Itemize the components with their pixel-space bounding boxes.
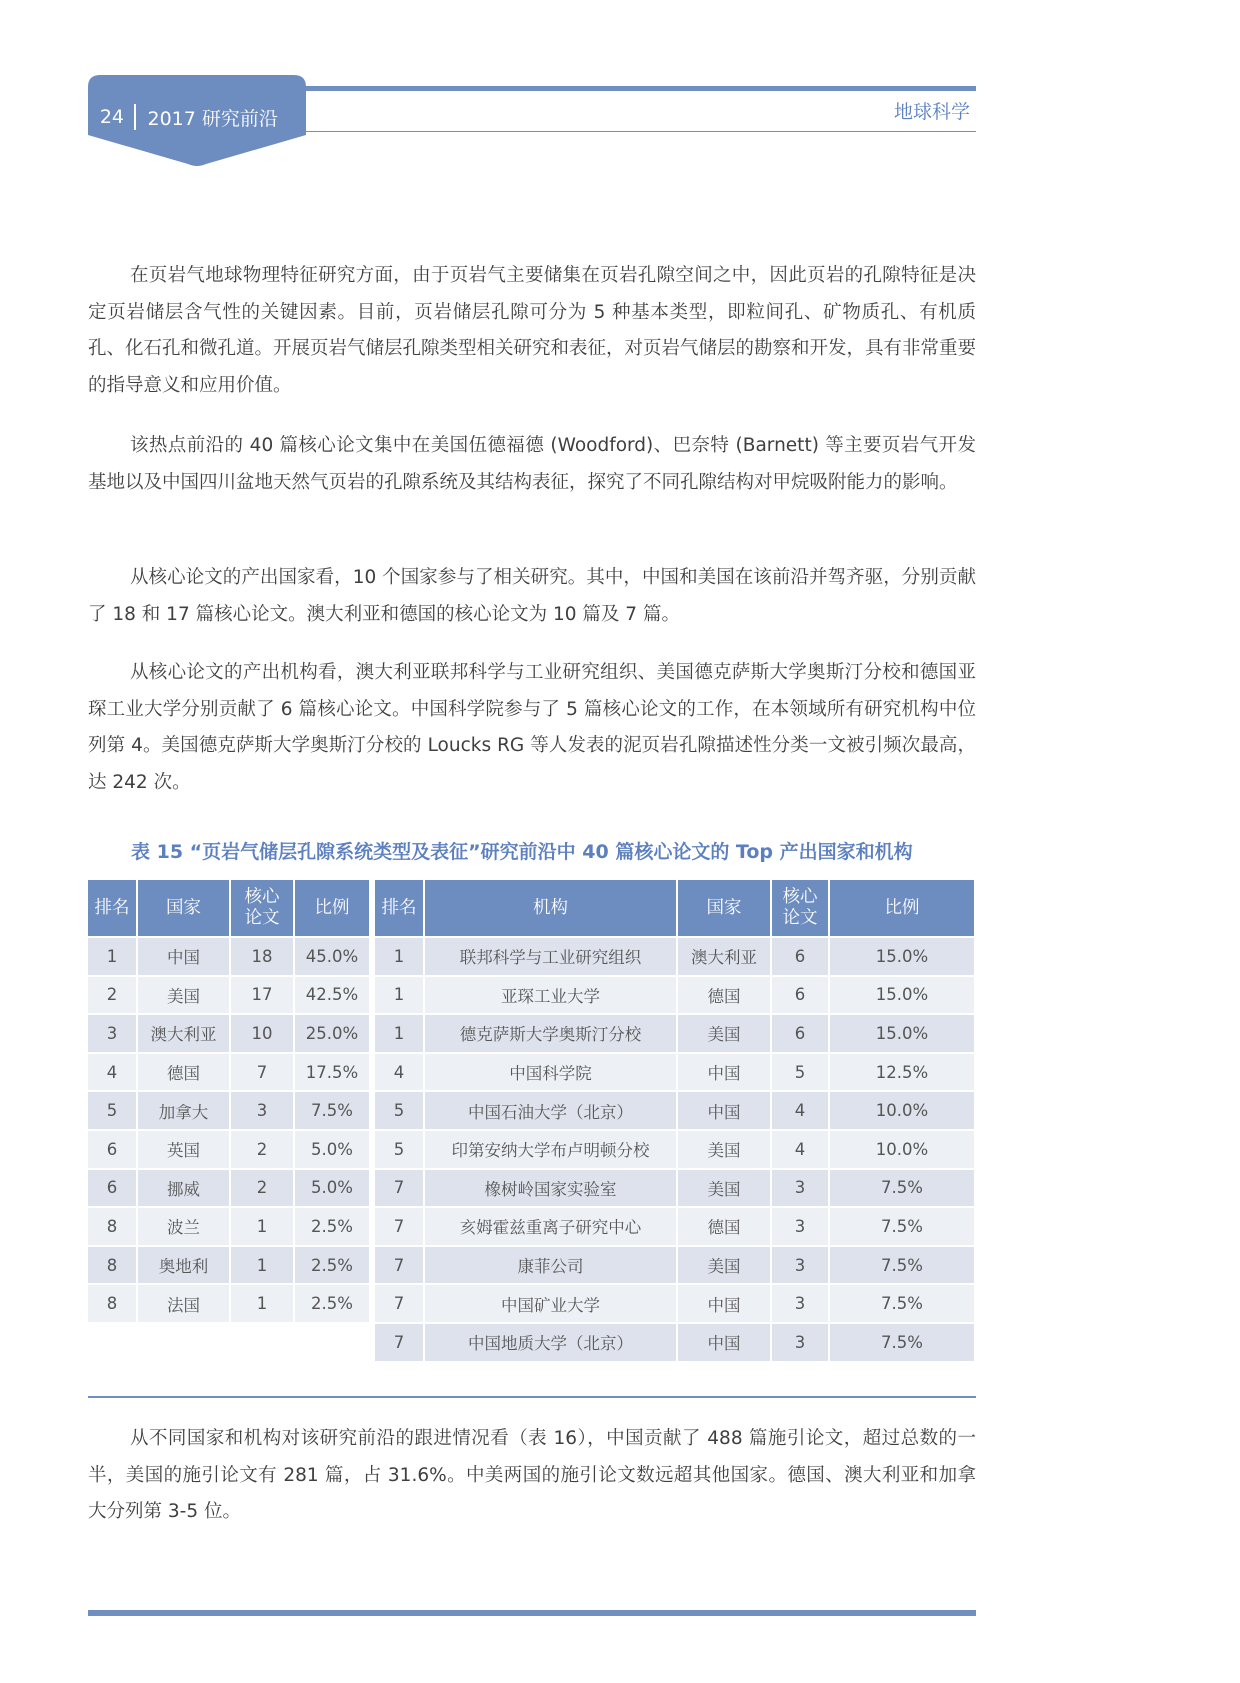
header-cell: 比例 (295, 880, 369, 936)
publication-title: 2017 研究前沿 (147, 107, 278, 130)
paragraph-5: 从不同国家和机构对该研究前沿的跟进情况看（表 16），中国贡献了 488 篇施引论文，超过总数的一半，美国的施引论文有 281 篇，占 31.6%。中美两国的施引论文数远超其他国家。德国、澳大利亚和加拿大分列第 3-5 位。 (88, 1428, 976, 1522)
table-cell: 15.0% (830, 1015, 974, 1052)
table-cell: 15.0% (830, 977, 974, 1014)
table-cell: 中国科学院 (425, 1054, 676, 1091)
table-cell: 波兰 (138, 1208, 229, 1245)
header-cell: 国家 (678, 880, 770, 936)
table-cell: 美国 (138, 977, 229, 1014)
table-cell: 1 (231, 1247, 293, 1284)
table-cell: 5.0% (295, 1170, 369, 1207)
table-cell: 17.5% (295, 1054, 369, 1091)
table-cell: 奥地利 (138, 1247, 229, 1284)
table-cell: 德国 (678, 977, 770, 1014)
table-cell: 3 (772, 1247, 828, 1284)
table-cell: 4 (772, 1131, 828, 1168)
table-cell: 45.0% (295, 938, 369, 975)
table-cell: 7.5% (830, 1170, 974, 1207)
table-cell: 8 (88, 1247, 136, 1284)
header-cell: 比例 (830, 880, 974, 936)
table-cell: 2 (231, 1170, 293, 1207)
table-cell: 2 (88, 977, 136, 1014)
header-rule-bottom (300, 131, 976, 132)
data-table (88, 880, 976, 1398)
table-cell: 7 (375, 1170, 423, 1207)
table-cell: 3 (772, 1208, 828, 1245)
table-cell: 5.0% (295, 1131, 369, 1168)
table-cell: 亚琛工业大学 (425, 977, 676, 1014)
table-cell: 2.5% (295, 1208, 369, 1245)
table-cell: 6 (88, 1170, 136, 1207)
table-cell: 中国 (678, 1054, 770, 1091)
table-cell: 5 (375, 1092, 423, 1129)
header-cell: 排名 (88, 880, 136, 936)
table-cell: 德国 (138, 1054, 229, 1091)
table-cell: 3 (772, 1324, 828, 1361)
table-cell: 2.5% (295, 1247, 369, 1284)
table-cell: 4 (88, 1054, 136, 1091)
table-cell: 7.5% (830, 1324, 974, 1361)
table-cell: 1 (231, 1285, 293, 1322)
table-cell: 德国 (678, 1208, 770, 1245)
paragraph-2: 该热点前沿的 40 篇核心论文集中在美国伍德福德 (Woodford)、巴奈特 (Barnett) 等主要页岩气开发基地以及中国四川盆地天然气页岩的孔隙系统及其结构表征，探究了不同孔隙结构对甲烷吸附能力的影响。 (88, 435, 976, 493)
footer-rule (88, 1610, 976, 1616)
table-cell: 中国石油大学（北京） (425, 1092, 676, 1129)
table-cell: 4 (375, 1054, 423, 1091)
table-cell: 7 (375, 1285, 423, 1322)
table-cell: 康菲公司 (425, 1247, 676, 1284)
table-cell: 7 (375, 1324, 423, 1361)
header-cell: 核心 论文 (231, 880, 293, 936)
table-cell: 3 (772, 1285, 828, 1322)
table-cell: 3 (88, 1015, 136, 1052)
table-cell: 德克萨斯大学奥斯汀分校 (425, 1015, 676, 1052)
paragraph-3: 从核心论文的产出国家看，10 个国家参与了相关研究。其中，中国和美国在该前沿并驾齐驱，分别贡献了 18 和 17 篇核心论文。澳大利亚和德国的核心论文为 10 篇及 7 篇。 (88, 567, 976, 625)
table-cell: 挪威 (138, 1170, 229, 1207)
table-cell: 2.5% (295, 1285, 369, 1322)
table-cell: 6 (772, 977, 828, 1014)
table-caption: 表 15 “页岩气储层孔隙系统类型及表征”研究前沿中 40 篇核心论文的 Top 产出国家和机构 (131, 841, 913, 863)
table-cell: 12.5% (830, 1054, 974, 1091)
table-cell: 亥姆霍兹重离子研究中心 (425, 1208, 676, 1245)
table-cell: 美国 (678, 1170, 770, 1207)
table-cell: 1 (231, 1208, 293, 1245)
table-cell: 10.0% (830, 1131, 974, 1168)
header-cell: 核心 论文 (772, 880, 828, 936)
header-cell: 国家 (138, 880, 229, 936)
table-cell: 5 (772, 1054, 828, 1091)
table-cell: 澳大利亚 (678, 938, 770, 975)
table-cell: 1 (375, 977, 423, 1014)
table-cell: 18 (231, 938, 293, 975)
table-cell: 7 (375, 1208, 423, 1245)
table-cell: 加拿大 (138, 1092, 229, 1129)
table-cell: 中国 (678, 1285, 770, 1322)
table-cell: 1 (88, 938, 136, 975)
table-cell: 15.0% (830, 938, 974, 975)
header-cell: 排名 (375, 880, 423, 936)
table-cell: 3 (772, 1170, 828, 1207)
table-cell: 中国 (678, 1324, 770, 1361)
table-cell: 中国 (678, 1092, 770, 1129)
table-cell: 7.5% (295, 1092, 369, 1129)
table-cell: 中国 (138, 938, 229, 975)
table-cell: 美国 (678, 1131, 770, 1168)
table-cell: 3 (231, 1092, 293, 1129)
header-rule-top (300, 86, 976, 91)
table-cell: 2 (231, 1131, 293, 1168)
header-badge (88, 75, 306, 168)
paragraph-1: 在页岩气地球物理特征研究方面，由于页岩气主要储集在页岩孔隙空间之中，因此页岩的孔隙特征是决定页岩储层含气性的关键因素。目前，页岩储层孔隙可分为 5 种基本类型，即粒间孔、矿物质孔、有机质孔、化石孔和微孔道。开展页岩气储层孔隙类型相关研究和表征，对页岩气储层的勘察和开发，具有非常重要的指导意义和应用价值。 (88, 265, 977, 396)
table-cell: 5 (88, 1092, 136, 1129)
section-title: 地球科学 (893, 101, 970, 123)
table-cell: 1 (375, 938, 423, 975)
table-cell: 7.5% (830, 1285, 974, 1322)
table-cell: 1 (375, 1015, 423, 1052)
table-cell: 6 (772, 1015, 828, 1052)
table-cell: 6 (88, 1131, 136, 1168)
table-cell: 橡树岭国家实验室 (425, 1170, 676, 1207)
table-cell: 联邦科学与工业研究组织 (425, 938, 676, 975)
table-cell: 8 (88, 1285, 136, 1322)
table-cell: 英国 (138, 1131, 229, 1168)
table-cell: 美国 (678, 1247, 770, 1284)
table-cell: 印第安纳大学布卢明顿分校 (425, 1131, 676, 1168)
table-cell: 25.0% (295, 1015, 369, 1052)
table-cell: 7 (231, 1054, 293, 1091)
header-cell: 机构 (425, 880, 676, 936)
table-cell: 美国 (678, 1015, 770, 1052)
table-cell: 10.0% (830, 1092, 974, 1129)
table-cell: 中国地质大学（北京） (425, 1324, 676, 1361)
table-cell: 4 (772, 1092, 828, 1129)
table-bottom-rule (88, 1396, 976, 1398)
table-cell: 17 (231, 977, 293, 1014)
table-cell: 澳大利亚 (138, 1015, 229, 1052)
table-cell: 6 (772, 938, 828, 975)
table-cell: 5 (375, 1131, 423, 1168)
table-cell: 8 (88, 1208, 136, 1245)
page-number: 24 (99, 106, 124, 128)
table-cell: 7 (375, 1247, 423, 1284)
table-cell: 法国 (138, 1285, 229, 1322)
table-cell: 7.5% (830, 1247, 974, 1284)
table-cell: 42.5% (295, 977, 369, 1014)
table-cell: 7.5% (830, 1208, 974, 1245)
table-cell: 10 (231, 1015, 293, 1052)
paragraph-4: 从核心论文的产出机构看，澳大利亚联邦科学与工业研究组织、美国德克萨斯大学奥斯汀分校和德国亚琛工业大学分别贡献了 6 篇核心论文。中国科学院参与了 5 篇核心论文的工作，在本领域所有研究机构中位列第 4。美国德克萨斯大学奥斯汀分校的 Loucks RG 等人发表的泥页岩孔隙描述性分类一文被引频次最高，达 242 次。 (88, 662, 976, 793)
table-cell: 中国矿业大学 (425, 1285, 676, 1322)
